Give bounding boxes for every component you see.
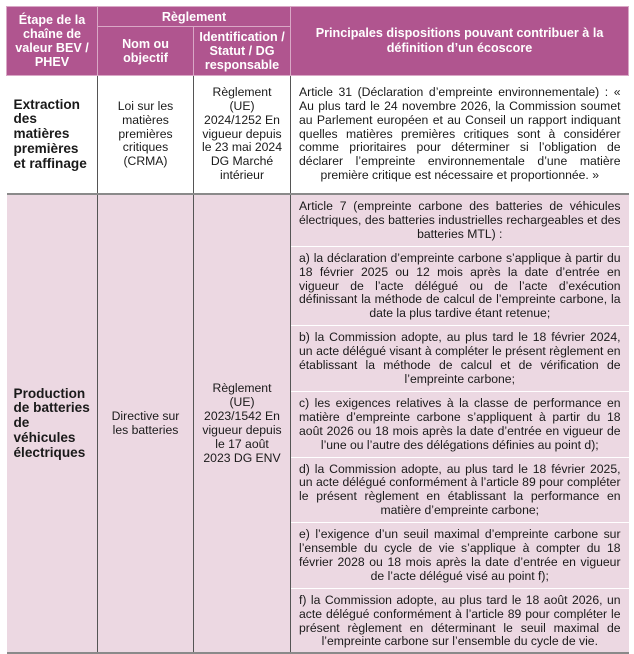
header-provisions: Principales dispositions pouvant contribuer à la définition d’un écoscore — [291, 7, 629, 76]
provision-item-a: a) la déclaration d’empreinte carbone s’applique à partir du 18 février 2025 ou 12 mois après la date d’entrée en vigueur de l’acte délégué ou de l’acte d’exécution définissant la méthode de calcul de l’empreinte carbone, la date la plus tardive étant retenue; — [291, 247, 629, 327]
header-identification: Identification / Statut / DG responsable — [194, 27, 291, 76]
regulation-table — [6, 6, 629, 654]
row-regulation-name: Directive sur les batteries — [98, 194, 194, 653]
header-regulation-group: Règlement — [98, 7, 291, 27]
row-identification: Règlement (UE) 2023/1542 En vigueur depuis le 17 août 2023 DG ENV — [194, 194, 291, 653]
provision-intro: Article 7 (empreinte carbone des batteries de véhicules électriques, des batteries industrielles rechargeables et des batteries MTL) : — [291, 195, 629, 247]
header-name: Nom ou objectif — [98, 27, 194, 76]
provision-paragraph: Article 31 (Déclaration d’empreinte environnementale) : « Au plus tard le 24 novembre 2026, la Commission soumet au Parlement européen et au Conseil un rapport indiquant quelles matières premières critiques sont à considérer comme prioritaires pour déterminer si l’obligation de déclarer l’empreinte environnementale d’une matière première critique est nécessaire et proportionnée. » — [299, 84, 621, 183]
provision-item-c: c) les exigences relatives à la classe de performance en matière d’empreinte carbone s’appliquent à partir du 18 août 2026 ou 18 mois après la date d’entrée en vigueur de l’une ou l’autre des délégations définies au point d); — [291, 392, 629, 458]
table-header — [7, 7, 629, 76]
provision-item-d: d) la Commission adopte, au plus tard le 18 février 2025, un acte délégué conformément à l’article 89 pour compléter le présent règlement en établissant la performance en matière d’empreinte carbone; — [291, 458, 629, 524]
row-provisions — [291, 76, 629, 195]
provision-item-b: b) la Commission adopte, au plus tard le 18 février 2024, un acte délégué visant à compléter le présent règlement en établissant la méthode de calcul et de vérification de l’empreinte carbone; — [291, 326, 629, 392]
table-row — [7, 194, 629, 653]
header-stage: Étape de la chaîne de valeur BEV / PHEV — [7, 7, 98, 76]
row-stage: Extraction des matières premières et raffinage — [7, 76, 98, 195]
regulation-table-container — [6, 6, 628, 654]
row-identification: Règlement (UE) 2024/1252 En vigueur depuis le 23 mai 2024 DG Marché intérieur — [194, 76, 291, 195]
provision-item-e: e) l’exigence d’un seuil maximal d’empreinte carbone sur l’ensemble du cycle de vie s’applique à compter du 18 février 2028 ou 18 mois après la date d’entrée en vigueur de l’acte délégué visé au point f); — [291, 523, 629, 589]
row-stage: Production de batteries de véhicules électriques — [7, 194, 98, 653]
row-regulation-name: Loi sur les matières premières critiques (CRMA) — [98, 76, 194, 195]
table-row — [7, 76, 629, 195]
provision-item-f: f) la Commission adopte, au plus tard le 18 août 2026, un acte délégué conformément à l’article 89 pour compléter le présent règlement en déterminant le seuil maximal de l’empreinte carbone sur l’ensemble du cycle de vie. — [299, 592, 621, 649]
row-provisions — [291, 194, 629, 653]
